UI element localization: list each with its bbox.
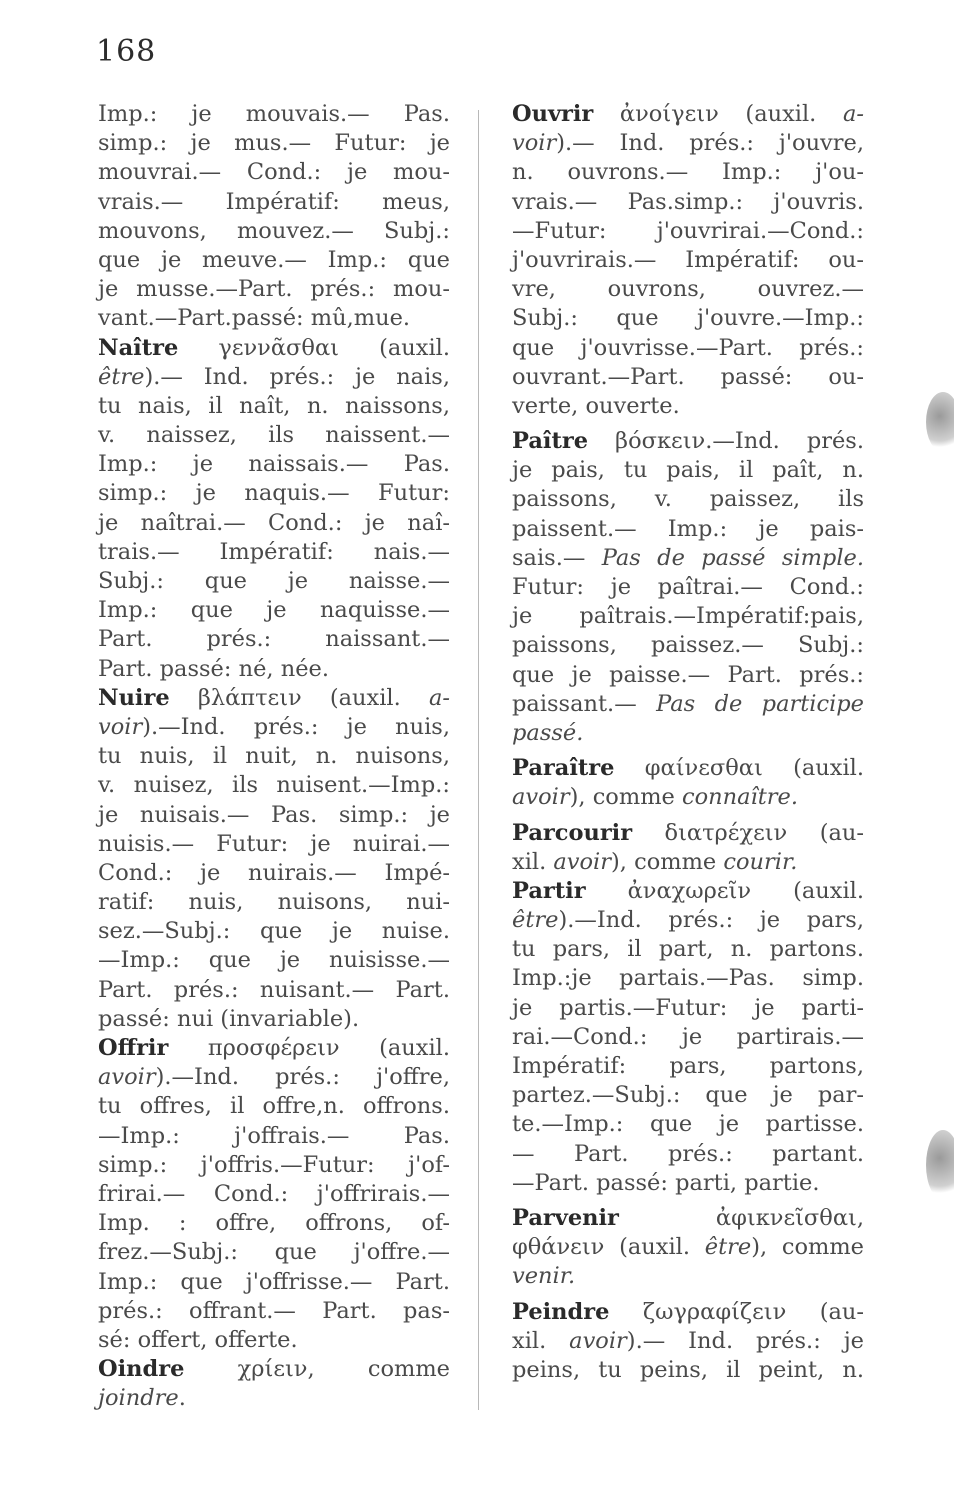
text-line: Part. prés.: naissant.— bbox=[98, 626, 450, 653]
text-line: partez.—Subj.: que je par- bbox=[512, 1082, 864, 1109]
text-line: — Part. prés.: partant. bbox=[512, 1140, 864, 1167]
text-line: simp.: j'offris.—Futur: j'of- bbox=[98, 1151, 450, 1178]
text-line: paissons, v. paissez, ils bbox=[512, 486, 864, 513]
text-line: —Futur: j'ouvrirai.—Cond.: bbox=[512, 217, 864, 244]
entry-text: ἀφικνεῖσθαι, bbox=[618, 1204, 864, 1231]
entry-text: ).—Ind. prés.: j'offre, bbox=[155, 1064, 450, 1091]
text-line: trais.— Impératif: nais.— bbox=[98, 538, 450, 565]
text-line: v. nuisez, ils nuisent.—Imp.: bbox=[98, 772, 450, 799]
entry-headword: Offrir bbox=[98, 1035, 169, 1061]
entry-text: φθάνειν (auxil. bbox=[512, 1234, 705, 1261]
entry-headword: Paraître bbox=[512, 755, 615, 782]
text-line: frez.—Subj.: que j'offre.— bbox=[98, 1239, 450, 1266]
text-line: nuisis.— Futur: je nuirai.— bbox=[98, 830, 450, 857]
text-line: simp.: je naquis.— Futur: bbox=[98, 480, 450, 507]
entry-text: φαίνεσθαι (auxil. bbox=[614, 755, 864, 782]
entry-text: sais.— bbox=[512, 544, 602, 571]
entry-text: xil. bbox=[512, 1327, 570, 1354]
text-line bbox=[98, 363, 450, 392]
left-column bbox=[98, 100, 450, 1413]
text-line: que je paisse.— Part. prés.: bbox=[512, 661, 864, 688]
entry-text: γεννᾶσθαι (auxil. bbox=[178, 334, 450, 361]
column-divider bbox=[478, 110, 479, 1410]
entry-text: ).—Ind. prés.: je pars, bbox=[558, 907, 864, 934]
text-line: frirai.— Cond.: j'offrirais.— bbox=[98, 1180, 450, 1207]
entry-text: ).— Ind. prés.: je nais, bbox=[144, 363, 450, 390]
italic-text: avoir bbox=[512, 784, 570, 811]
entry-headword: Naître bbox=[98, 334, 179, 361]
text-line: te.—Imp.: que je partisse. bbox=[512, 1111, 864, 1138]
italic-text: joindre bbox=[98, 1385, 179, 1412]
text-line bbox=[512, 129, 864, 158]
italic-text: être bbox=[704, 1234, 752, 1261]
entry-text: χρίειν, comme bbox=[184, 1356, 450, 1383]
text-line bbox=[512, 877, 864, 906]
page-stain bbox=[926, 392, 954, 452]
text-line: peins, tu peins, il peint, n. bbox=[512, 1356, 864, 1383]
italic-text: être bbox=[98, 363, 145, 390]
entry-headword: Parcourir bbox=[512, 819, 633, 846]
text-line bbox=[512, 1298, 864, 1327]
text-line: mouvons, mouvez.— Subj.: bbox=[98, 217, 450, 244]
text-line: verte, ouverte. bbox=[512, 392, 680, 419]
text-line: sé: offert, offerte. bbox=[98, 1326, 298, 1353]
text-line: que je meuve.— Imp.: que bbox=[98, 246, 450, 273]
text-line: je naîtrai.— Cond.: je naî- bbox=[98, 509, 450, 536]
text-line: vrais.— Pas.simp.: j'ouvris. bbox=[512, 188, 864, 215]
text-line: tu nais, il naît, n. naissons, bbox=[98, 392, 450, 419]
italic-text: Pas de passé simple. bbox=[601, 544, 864, 571]
text-line: ouvrant.—Part. passé: ou- bbox=[512, 363, 864, 390]
text-line: Part. prés.: nuisant.— Part. bbox=[98, 976, 450, 1003]
text-line: —Imp.: que je nuisisse.— bbox=[98, 947, 450, 974]
entry-text: ἀναχωρεῖν (auxil. bbox=[585, 877, 864, 904]
text-line: je musse.—Part. prés.: mou- bbox=[98, 276, 450, 303]
text-line: Cond.: je nuirais.— Impé- bbox=[98, 859, 450, 886]
text-line bbox=[512, 906, 864, 935]
italic-text: a- bbox=[428, 684, 450, 711]
entry-text: ).— Ind. prés.: j'ouvre, bbox=[556, 130, 864, 157]
entry-text: ἀνοίγειν (auxil. bbox=[593, 101, 843, 127]
text-line: paissent.— Imp.: je pais- bbox=[512, 515, 864, 542]
text-line: n. ouvrons.— Imp.: j'ou- bbox=[512, 159, 864, 186]
italic-text: être bbox=[512, 907, 559, 934]
text-line: je paîtrais.—Impératif:pais, bbox=[512, 603, 864, 630]
text-line bbox=[98, 1063, 450, 1092]
text-line: Futur: je paîtrai.— Cond.: bbox=[512, 574, 864, 600]
entry-text: xil. bbox=[512, 848, 554, 875]
text-line bbox=[512, 1262, 864, 1291]
text-line bbox=[98, 334, 450, 363]
page-number: 168 bbox=[96, 34, 157, 69]
page-stain bbox=[926, 1130, 954, 1200]
text-line bbox=[98, 1355, 450, 1384]
text-line bbox=[512, 719, 864, 748]
text-line: vre, ouvrons, ouvrez.— bbox=[512, 276, 864, 303]
entry-headword: Parvenir bbox=[512, 1204, 619, 1231]
italic-text: venir. bbox=[512, 1263, 576, 1290]
entry-text: . bbox=[178, 1385, 186, 1412]
text-line: Imp.:je partais.—Pas. simp. bbox=[512, 965, 864, 992]
text-line: prés.: offrant.— Part. pas- bbox=[98, 1297, 450, 1324]
entry-headword: Paître bbox=[512, 428, 589, 455]
text-line: Imp.: que je naquisse.— bbox=[98, 597, 450, 624]
text-line: je pais, tu pais, il paît, n. bbox=[512, 457, 864, 484]
text-line bbox=[512, 100, 864, 129]
text-line: je partis.—Futur: je parti- bbox=[512, 994, 864, 1021]
entry-text: ), comme bbox=[611, 848, 724, 875]
text-line: tu offres, il offre,n. offrons. bbox=[98, 1093, 450, 1120]
text-line: Imp.: que j'offrisse.— Part. bbox=[98, 1268, 450, 1295]
entry-text: ).—Ind. prés.: je nuis, bbox=[142, 713, 450, 740]
italic-text: a- bbox=[842, 101, 864, 127]
text-line: —Part. passé: parti, partie. bbox=[512, 1169, 820, 1196]
entry-text: paissant.— bbox=[512, 690, 657, 717]
italic-text: avoir bbox=[569, 1327, 627, 1354]
entry-headword: Nuire bbox=[98, 684, 170, 711]
entry-headword: Partir bbox=[512, 877, 586, 904]
text-line: vrais.— Impératif: meus, bbox=[98, 188, 450, 215]
text-line bbox=[98, 1034, 450, 1063]
text-line: j'ouvrirais.— Impératif: ou- bbox=[512, 246, 864, 273]
entry-headword: Oindre bbox=[98, 1356, 185, 1383]
entry-text: βλάπτειν (auxil. bbox=[169, 684, 429, 711]
text-line bbox=[98, 713, 450, 742]
text-line: tu nuis, il nuit, n. nuisons, bbox=[98, 743, 450, 770]
entry-text: ), comme bbox=[751, 1234, 864, 1261]
italic-text: Pas de participe bbox=[656, 690, 864, 717]
text-line bbox=[512, 1233, 864, 1262]
text-line: v. naissez, ils naissent.— bbox=[98, 422, 450, 449]
text-line bbox=[512, 754, 864, 783]
text-line: Part. passé: né, née. bbox=[98, 655, 329, 682]
text-line bbox=[512, 783, 864, 812]
entry-text: βόσκειν.—Ind. prés. bbox=[588, 428, 864, 455]
entry-text: ), comme bbox=[569, 784, 682, 811]
text-line bbox=[512, 848, 864, 877]
italic-text: voir bbox=[98, 713, 143, 740]
text-line bbox=[512, 690, 864, 719]
text-line bbox=[512, 544, 864, 573]
entry-text: προσφέρειν (auxil. bbox=[168, 1035, 450, 1061]
italic-text: avoir bbox=[98, 1064, 156, 1091]
text-line: Imp.: je naissais.— Pas. bbox=[98, 451, 450, 478]
text-line: Impératif: pars, partons, bbox=[512, 1053, 864, 1079]
entry-headword: Ouvrir bbox=[512, 101, 594, 127]
italic-text: voir bbox=[512, 130, 557, 157]
text-line: ratif: nuis, nuisons, nui- bbox=[98, 889, 450, 916]
text-line bbox=[98, 684, 450, 713]
italic-text: passé. bbox=[512, 719, 584, 746]
text-line: Subj.: que je naisse.— bbox=[98, 568, 450, 594]
text-line: tu pars, il part, n. partons. bbox=[512, 936, 864, 963]
text-line: simp.: je mus.— Futur: je bbox=[98, 130, 450, 157]
italic-text: courir. bbox=[723, 848, 798, 875]
right-column bbox=[512, 100, 864, 1385]
text-line: Subj.: que j'ouvre.—Imp.: bbox=[512, 305, 864, 332]
text-line: Imp. : offre, offrons, of- bbox=[98, 1210, 450, 1237]
text-line bbox=[98, 1384, 450, 1413]
entry-text: ζωγραφίζειν (au- bbox=[609, 1298, 864, 1325]
text-line: que j'ouvrisse.—Part. prés.: bbox=[512, 334, 864, 361]
text-line: sez.—Subj.: que je nuise. bbox=[98, 918, 450, 945]
entry-text: διατρέχειν (au- bbox=[632, 819, 864, 846]
text-line: paissons, paissez.— Subj.: bbox=[512, 632, 864, 659]
text-line bbox=[512, 1204, 864, 1233]
text-line: je nuisais.— Pas. simp.: je bbox=[98, 801, 450, 828]
text-line: mouvrai.— Cond.: je mou- bbox=[98, 159, 450, 186]
text-line bbox=[512, 427, 864, 456]
text-line bbox=[512, 1327, 864, 1356]
text-line bbox=[512, 819, 864, 848]
italic-text: avoir bbox=[553, 848, 612, 875]
text-line: vant.—Part.passé: mû,mue. bbox=[98, 305, 411, 332]
italic-text: connaître. bbox=[682, 784, 799, 811]
text-line: rai.—Cond.: je partirais.— bbox=[512, 1023, 864, 1050]
text-line: passé: nui (invariable). bbox=[98, 1005, 360, 1032]
entry-headword: Peindre bbox=[512, 1298, 610, 1325]
text-line: —Imp.: j'offrais.— Pas. bbox=[98, 1122, 450, 1149]
entry-text: ).— Ind. prés.: je bbox=[626, 1327, 864, 1354]
text-line: Imp.: je mouvais.— Pas. bbox=[98, 101, 450, 127]
